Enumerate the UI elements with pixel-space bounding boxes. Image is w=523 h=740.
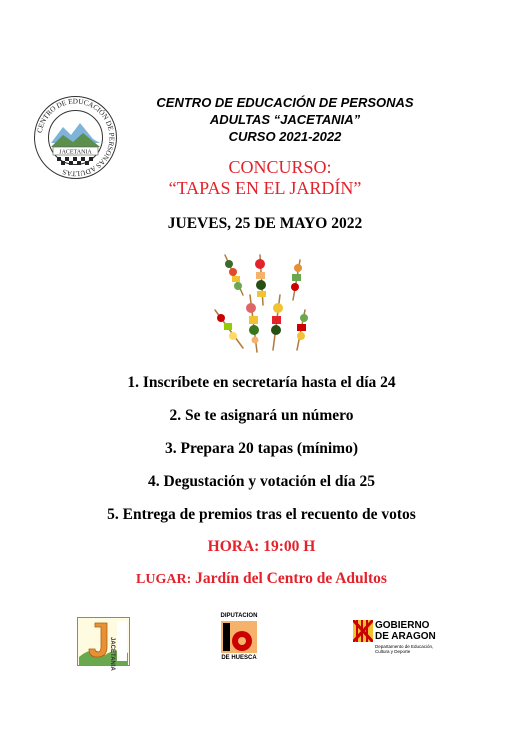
step-2: 2. Se te asignará un número bbox=[169, 407, 354, 424]
step-1: 1. Inscríbete en secretaría hasta el día 24 bbox=[127, 374, 396, 391]
jacetania-logo bbox=[77, 617, 130, 671]
aragon-logo bbox=[353, 620, 448, 658]
school-logo bbox=[33, 95, 118, 180]
step-4: 4. Degustación y votación el día 25 bbox=[148, 473, 375, 490]
step-5: 5. Entrega de premios tras el recuento de votos bbox=[107, 506, 416, 523]
place-value: Jardín del Centro de Adultos bbox=[191, 570, 387, 587]
contest-label: CONCURSO: bbox=[228, 157, 332, 177]
event-place bbox=[0, 570, 523, 588]
diputacion-bottom-text: DE HUESCA bbox=[221, 655, 257, 661]
event-time: HORA: 19:00 H bbox=[207, 538, 316, 555]
school-logo-ring-text: CENTRO DE EDUCACIÓN DE PERSONAS ADULTAS bbox=[35, 97, 116, 178]
aragon-sub-2: Cultura y Deporte bbox=[375, 649, 411, 654]
header-line-1: CENTRO DE EDUCACIÓN DE PERSONAS bbox=[156, 95, 414, 110]
header-line-2: ADULTAS “JACETANIA” bbox=[209, 112, 361, 127]
skewers-illustration bbox=[205, 250, 325, 360]
aragon-sub-1: Departamento de Educación, bbox=[375, 644, 434, 649]
diputacion-top-text: DIPUTACION bbox=[220, 613, 258, 619]
jacetania-logo-text: JACETANIA bbox=[109, 637, 115, 671]
step-3: 3. Prepara 20 tapas (mínimo) bbox=[164, 440, 359, 457]
contest-name: “TAPAS EN EL JARDÍN” bbox=[168, 178, 362, 198]
header-line-3: CURSO 2021-2022 bbox=[228, 129, 342, 144]
diputacion-logo bbox=[217, 613, 261, 663]
school-logo-banner: JACETANIA bbox=[59, 149, 92, 156]
contest-date: JUEVES, 25 DE MAYO 2022 bbox=[167, 215, 363, 232]
place-label: LUGAR: bbox=[136, 572, 192, 587]
aragon-line-1: GOBIERNO bbox=[375, 620, 430, 631]
aragon-line-2: DE ARAGON bbox=[375, 631, 436, 642]
